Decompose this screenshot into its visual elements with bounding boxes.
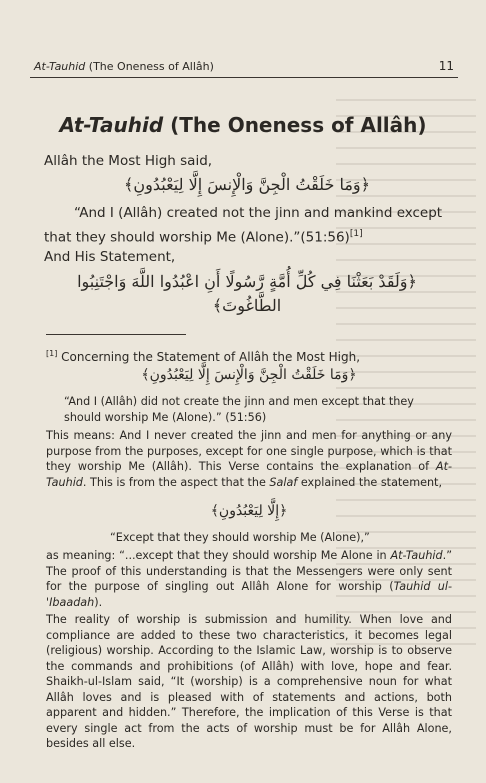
- footnote-marker: [1]: [46, 349, 58, 358]
- chapter-title-italic: At-Tauhid: [59, 113, 164, 137]
- para1-italic-2: Salaf: [269, 475, 298, 489]
- running-header: [34, 60, 214, 73]
- footnote-rule: [46, 334, 186, 335]
- footnote-quote-1: “And I (Allâh) did not create the jinn and men except that they should worship Me (Alone).” (51:56): [64, 395, 414, 424]
- chapter-title-rest: (The Oneness of Allâh): [170, 113, 427, 137]
- intro-line: Allâh the Most High said,: [44, 153, 213, 169]
- footnote-para-2: [46, 548, 452, 610]
- footnote-arabic-2: ﴿إِلَّا لِيَعْبُدُونِ﴾: [210, 503, 288, 519]
- arabic-verse-1: ﴿وَمَا خَلَقْتُ الْجِنَّ وَالْإِنسَ إِلَّا لِيَعْبُدُونِ﴾: [123, 175, 370, 194]
- running-header-rest: (The Oneness of Allâh): [88, 60, 214, 73]
- translation-1: [44, 203, 450, 249]
- para2-a: as meaning: “...except that they should worship Me Alone in: [46, 549, 391, 562]
- running-header-italic: At-Tauhid: [34, 60, 86, 73]
- footnote-intro-text: Concerning the Statement of Allâh the Most High,: [61, 350, 361, 364]
- para2-c: ).: [94, 595, 103, 609]
- footnote-intro: [46, 346, 452, 366]
- footnote-quote-2: “Except that they should worship Me (Alone),”: [110, 531, 370, 544]
- para1-italic-1: At-Tauhid: [46, 460, 452, 489]
- footnote-para-1: [46, 428, 452, 490]
- footnote-para-3: The reality of worship is submission and humility. When love and compliance are added to these two characteristics, it becomes legal (religious) worship. According to the Islamic Law, worship is to observe the commands and prohibitions (of Allâh) with love, hope and fear. Shaikh-ul-Islam said, “It (worship) is a comprehensive noun for what Allâh loves and is pleased with of statements and actions, both apparent and hidden.” Therefore, the implication of this Verse is that every single act from the acts of worship must be for Allâh Alone, besides all else.: [46, 613, 452, 750]
- para2-b: .” The proof of this understanding is that the Messengers were only sent for the purpose of singling out Allâh Alone for worship (: [46, 549, 452, 593]
- arabic-verse-2: ﴿وَلَقَدْ بَعَثْنَا فِي كُلِّ أُمَّةٍ رَّسُولًا أَنِ اعْبُدُوا اللَّهَ وَاجْتَنِبُوا الطَّاغُوتَ﴾: [77, 272, 417, 315]
- page-number: 11: [438, 59, 454, 73]
- para1-a: This means: And I never created the jinn and men for anything or any purpose from the purposes, except for one single purpose, which is that they worship Me (Allâh). This Verse contains the explanation of: [46, 429, 452, 473]
- para1-c: explained the statement,: [297, 475, 443, 489]
- header-rule: [30, 77, 458, 78]
- chapter-title: [0, 113, 486, 137]
- footnote-arabic-1: ﴿وَمَا خَلَقْتُ الْجِنَّ وَالْإِنسَ إِلَّا لِيَعْبُدُونِ﴾: [141, 367, 357, 383]
- para2-italic-1: At-Tauhid: [390, 549, 443, 562]
- para2-italic-2: Tauhid ul-'Ibaadah: [46, 580, 453, 609]
- translation-1-text: “And I (Allâh) created not the jinn and mankind except that they should worship Me (Alone).”(51:56): [44, 205, 443, 246]
- statement-line: And His Statement,: [44, 249, 176, 265]
- para1-b: . This is from the aspect that the: [82, 475, 270, 489]
- footnote-ref: [1]: [349, 229, 363, 239]
